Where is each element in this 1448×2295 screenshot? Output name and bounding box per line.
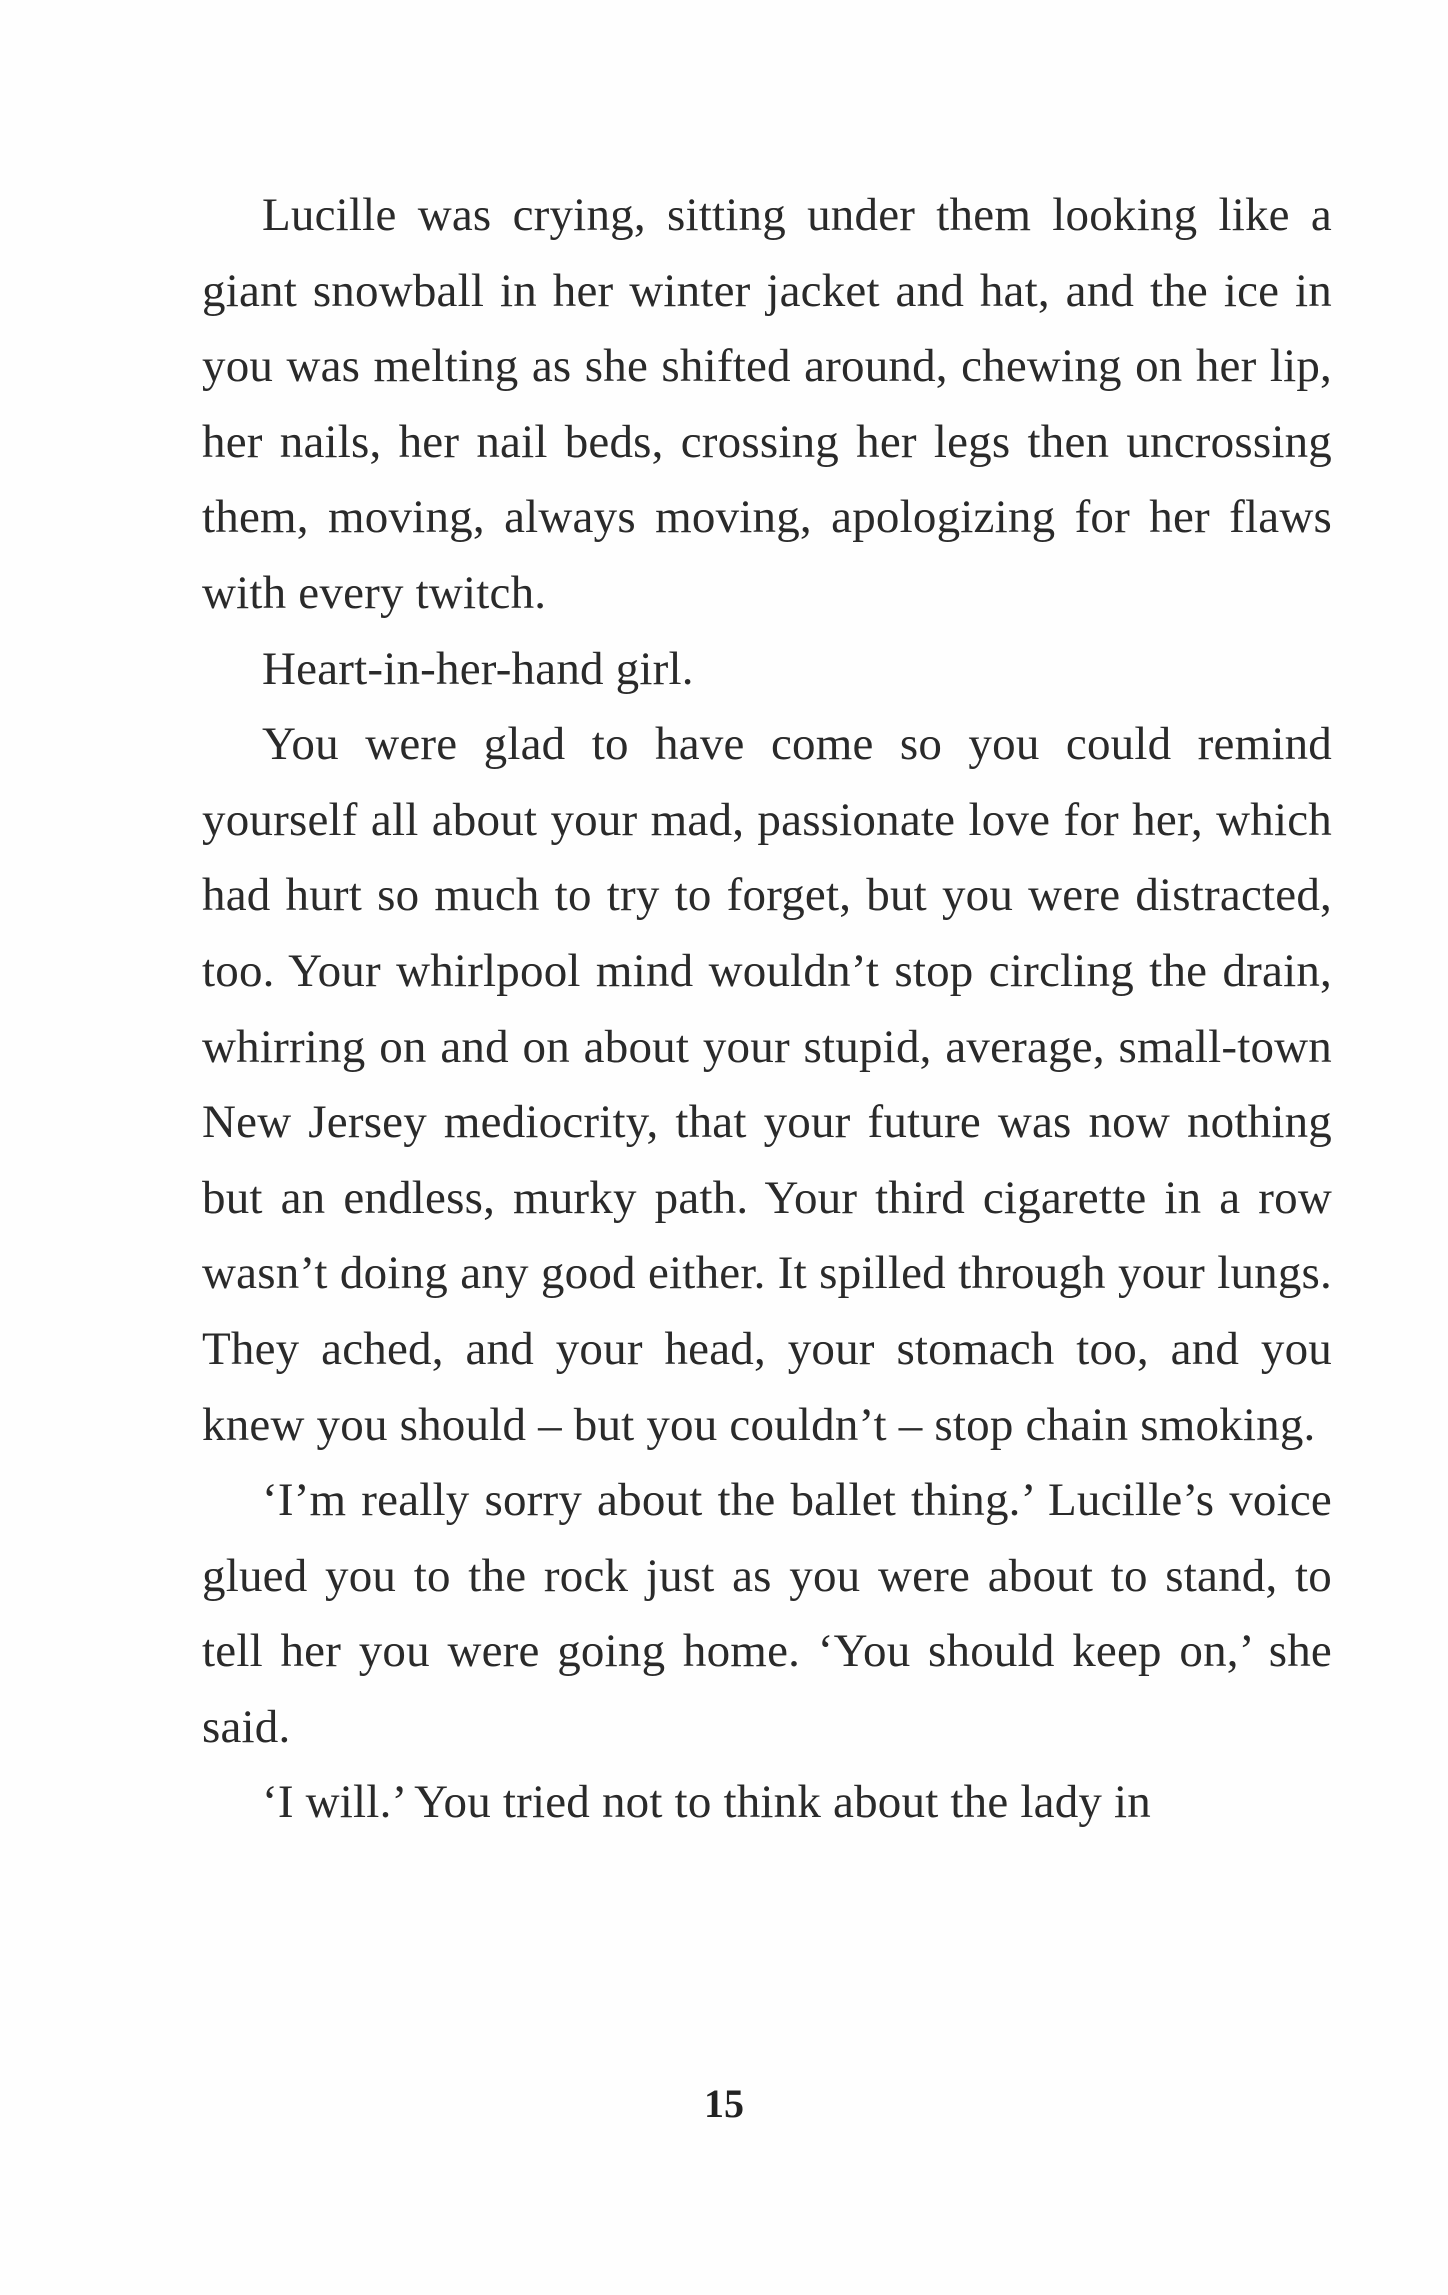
body-text	[202, 178, 1332, 1841]
paragraph-3: You were glad to have come so you could remind yourself all about your mad, passionate love for her, which had hurt so much to try to forget, but you were distracted, too. Your whirlpool mind wouldn’t stop circling the drain, whirring on and on about your stupid, average, small-town New Jersey mediocrity, that your future was now nothing but an endless, murky path. Your third cigarette in a row wasn’t doing any good either. It spilled through your lungs. They ached, and your head, your stomach too, and you knew you should – but you couldn’t – stop chain smoking.	[202, 718, 1332, 1451]
paragraph-1: Lucille was crying, sitting under them looking like a giant snowball in her winter jacket and hat, and the ice in you was melting as she shifted around, chewing on her lip, her nails, her nail beds, crossing her legs then uncrossing them, moving, always moving, apologizing for her flaws with every twitch.	[202, 189, 1332, 619]
paragraph-5: ‘I will.’ You tried not to think about the lady in	[262, 1776, 1152, 1829]
paragraph-2: Heart-in-her-hand girl.	[262, 642, 694, 695]
paragraph-4: ‘I’m really sorry about the ballet thing.’ Lucille’s voice glued you to the rock just as you were about to stand, to tell her you were going home. ‘You should keep on,’ she said.	[202, 1474, 1332, 1753]
page-number: 15	[704, 2081, 744, 2126]
